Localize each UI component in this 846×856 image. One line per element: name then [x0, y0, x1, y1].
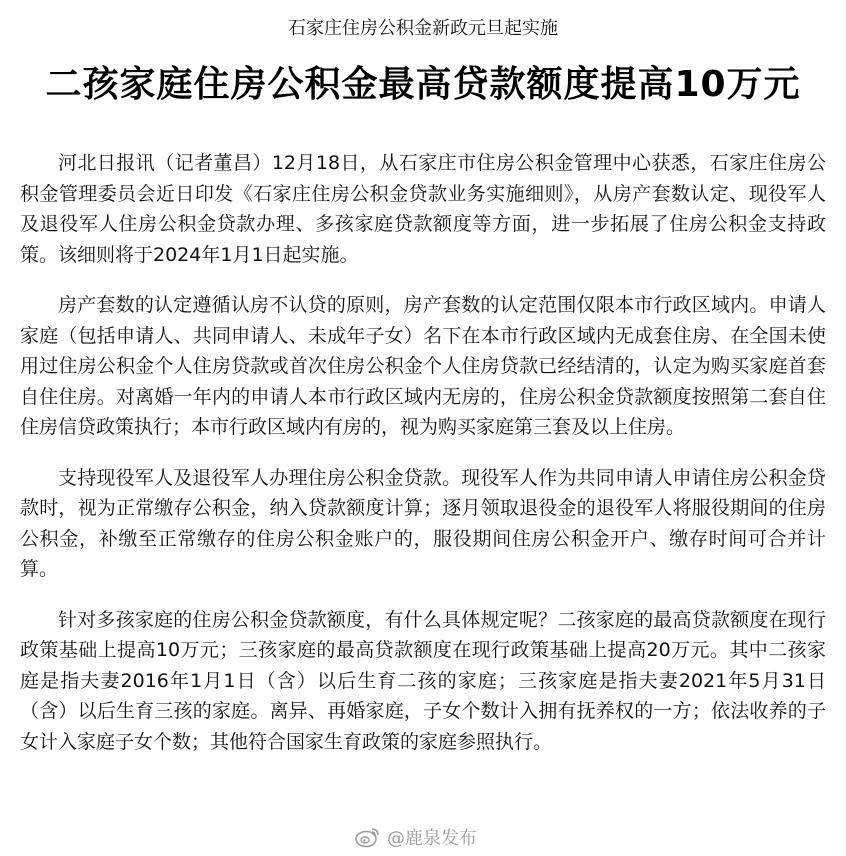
- paragraph-multi-child: 针对多孩家庭的住房公积金贷款额度，有什么具体规定呢？二孩家庭的最高贷款额度在现行政策基础上提高10万元；三孩家庭的最高贷款额度在现行政策基础上提高20万元。其中二孩家庭是指夫妻2016年1月1日（含）以后生育二孩的家庭；三孩家庭是指夫妻2021年5月31日（含）以后生育三孩的家庭。离异、再婚家庭，子女个数计入拥有抚养权的一方；依法收养的子女计入家庭子女个数；其他符合国家生育政策的家庭参照执行。: [20, 608, 826, 753]
- paragraph-property-count: 房产套数的认定遵循认房不认贷的原则，房产套数的认定范围仅限本市行政区域内。申请人家庭（包括申请人、共同申请人、未成年子女）名下在本市行政区域内无成套住房、在全国未使用过住房公积金个人住房贷款或首次住房公积金个人住房贷款已经结清的，认定为购买家庭首套自住住房。对离婚一年内的申请人本市行政区域内无房的，住房公积金贷款额度按照第二套自住住房信贷政策执行；本市行政区域内有房的，视为购买家庭第三套及以上住房。: [20, 294, 826, 438]
- paragraph-intro: 河北日报讯（记者董昌）12月18日，从石家庄市住房公积金管理中心获悉，石家庄住房公积金管理委员会近日印发《石家庄住房公积金贷款业务实施细则》，从房产套数认定、现役军人及退役军人住房公积金贷款办理、多孩家庭贷款额度等方面，进一步拓展了住房公积金支持政策。该细则将于2024年1月1日起实施。: [20, 152, 826, 266]
- article-headline: 二孩家庭住房公积金最高贷款额度提高10万元: [45, 64, 801, 105]
- paragraph-military: 支持现役军人及退役军人办理住房公积金贷款。现役军人作为共同申请人申请住房公积金贷款时，视为正常缴存公积金，纳入贷款额度计算；逐月领取退役金的退役军人将服役期间的住房公积金，补缴至正常缴存的住房公积金账户的，服役期间住房公积金开户、缴存时间可合并计算。: [20, 466, 826, 580]
- article-subtitle: 石家庄住房公积金新政元旦起实施: [288, 18, 558, 39]
- article-body: [20, 148, 826, 777]
- watermark-text: @鹿泉发布: [387, 828, 477, 849]
- weibo-icon: [355, 826, 381, 848]
- weibo-watermark: [355, 824, 477, 850]
